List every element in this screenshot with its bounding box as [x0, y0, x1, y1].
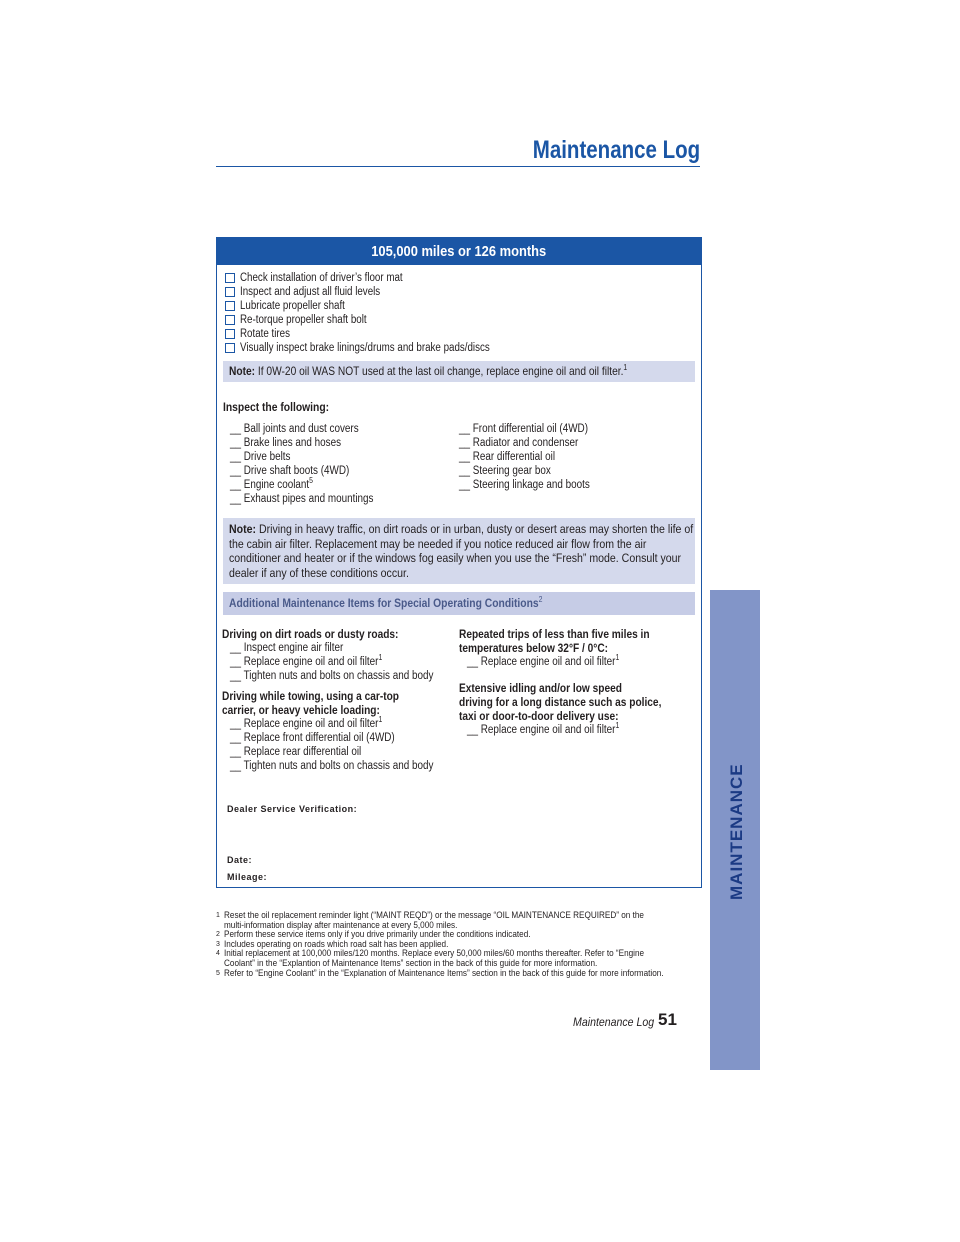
condition-title: Driving while towing, using a car-top	[222, 689, 399, 703]
date-label: Date:	[227, 855, 253, 865]
condition-title: temperatures below 32°F / 0°C:	[459, 641, 609, 655]
task-item: Check installation of driver’s floor mat	[225, 271, 701, 285]
note-text: If 0W-20 oil WAS NOT used at the last oil change, replace engine oil and oil filter.	[257, 364, 624, 378]
task-checklist	[217, 265, 701, 355]
note-label: Note:	[229, 364, 256, 378]
note-text: Driving in heavy traffic, on dirt roads or in urban, dusty or desert areas may shorten the life of the cabin air filter. Replacement may be needed if you notice reduced air flow from the air conditioner and heater or if the windows fog easily when you use the “Fresh” mode. Consult your dealer if any of these conditions occur.	[229, 522, 694, 580]
oil-note	[223, 361, 695, 382]
footnotes	[216, 911, 736, 978]
task-item: Rotate tires	[225, 327, 701, 341]
condition-item: __ Tighten nuts and bolts on chassis and body	[230, 670, 434, 682]
checkbox[interactable]	[225, 287, 235, 297]
inspect-item: __ Rear differential oil	[459, 451, 556, 463]
inspect-item: __ Engine coolant$^5$	[230, 476, 314, 491]
inspect-item: __ Drive shaft boots (4WD)	[230, 465, 350, 477]
condition-item: __ Replace engine oil and oil filter$^1$	[230, 653, 383, 668]
task-item: Visually inspect brake linings/drums and brake pads/discs	[225, 341, 701, 355]
checkbox[interactable]	[225, 273, 235, 283]
condition-title: driving for a long distance such as police,	[459, 695, 662, 709]
side-tab-label: MAINTENANCE	[727, 763, 746, 900]
footnote: 5 Refer to “Engine Coolant” in the “Explanation of Maintenance Items” section in the back of this guide for more information.	[216, 967, 664, 979]
footnote-ref: 1	[378, 715, 383, 725]
condition-item: __ Replace engine oil and oil filter$^1$	[230, 715, 383, 730]
checkbox[interactable]	[225, 329, 235, 339]
condition-towing	[222, 689, 459, 773]
inspect-item: __ Front differential oil (4WD)	[459, 423, 588, 435]
additional-items-title: Additional Maintenance Items for Special Operating Conditions	[229, 596, 539, 610]
footnote-ref: 1	[615, 721, 620, 731]
page-number: 51	[658, 1010, 677, 1029]
additional-items-bar	[223, 592, 695, 615]
title-rule	[216, 166, 700, 167]
footnote: 4 Initial replacement at 100,000 miles/120 months. Replace every 50,000 miles/60 months thereafter. Refer to “Engine Coolant” in the “Explantion of Maintenance Items” section in the back of this guide for more information.	[216, 948, 645, 969]
condition-title: Repeated trips of less than five miles in	[459, 627, 650, 641]
condition-title: taxi or door-to-door delivery use:	[459, 709, 619, 723]
mileage-label: Mileage:	[227, 872, 268, 882]
footnote-ref: 1	[615, 653, 620, 663]
inspect-item: __ Brake lines and hoses	[230, 437, 342, 449]
condition-item: __ Replace front differential oil (4WD)	[230, 732, 395, 744]
footnote: 2 Perform these service items only if you drive primarily under the conditions indicated.	[216, 929, 531, 941]
condition-item: __ Replace engine oil and oil filter$^1$	[467, 721, 620, 736]
dealer-verification-label: Dealer Service Verification:	[227, 804, 358, 814]
task-item: Inspect and adjust all fluid levels	[225, 285, 701, 299]
condition-title: Driving on dirt roads or dusty roads:	[222, 627, 399, 641]
footnote-ref: 2	[538, 595, 543, 604]
footnote: 3 Includes operating on roads which road salt has been applied.	[216, 938, 449, 950]
footnote-ref: 1	[378, 653, 383, 663]
log-header	[217, 238, 701, 265]
inspect-item: __ Steering gear box	[459, 465, 551, 477]
page-title: Maintenance Log	[532, 136, 700, 164]
checkbox[interactable]	[225, 315, 235, 325]
log-header-text: 105,000 miles or 126 months	[371, 243, 547, 260]
maintenance-log-box	[216, 237, 702, 888]
condition-item: __ Replace rear differential oil	[230, 746, 362, 758]
condition-item: __ Replace engine oil and oil filter$^1$	[467, 653, 620, 668]
inspect-item: __ Exhaust pipes and mountings	[230, 493, 374, 505]
condition-idling	[459, 681, 695, 737]
conditions-list	[217, 627, 701, 783]
note-label: Note:	[229, 522, 257, 536]
task-item: Re-torque propeller shaft bolt	[225, 313, 701, 327]
task-item: Lubricate propeller shaft	[225, 299, 701, 313]
inspect-item: __ Drive belts	[230, 451, 291, 463]
condition-title: carrier, or heavy vehicle loading:	[222, 703, 380, 717]
inspect-title: Inspect the following:	[223, 400, 330, 414]
condition-title: Extensive idling and/or low speed	[459, 681, 622, 695]
inspect-item: __ Ball joints and dust covers	[230, 423, 359, 435]
footnote: 1 Reset the oil replacement reminder light (“MAINT REQD”) or the message “OIL MAINTENANCE REQUIRED” on the multi-information display after maintenance at every 5,000 miles.	[216, 910, 644, 931]
cabin-filter-note	[223, 518, 695, 584]
inspect-item: __ Radiator and condenser	[459, 437, 579, 449]
condition-dirt-roads	[222, 627, 459, 683]
checkbox[interactable]	[225, 301, 235, 311]
condition-item: __ Inspect engine air filter	[230, 642, 344, 654]
footnote-ref: 5	[309, 476, 314, 486]
inspect-list	[217, 422, 701, 506]
condition-item: __ Tighten nuts and bolts on chassis and body	[230, 760, 434, 772]
footnote-ref: 1	[623, 363, 628, 372]
inspect-item: __ Steering linkage and boots	[459, 479, 590, 491]
checkbox[interactable]	[225, 343, 235, 353]
folio-label: Maintenance Log	[572, 1015, 654, 1029]
condition-short-trips	[459, 627, 695, 669]
